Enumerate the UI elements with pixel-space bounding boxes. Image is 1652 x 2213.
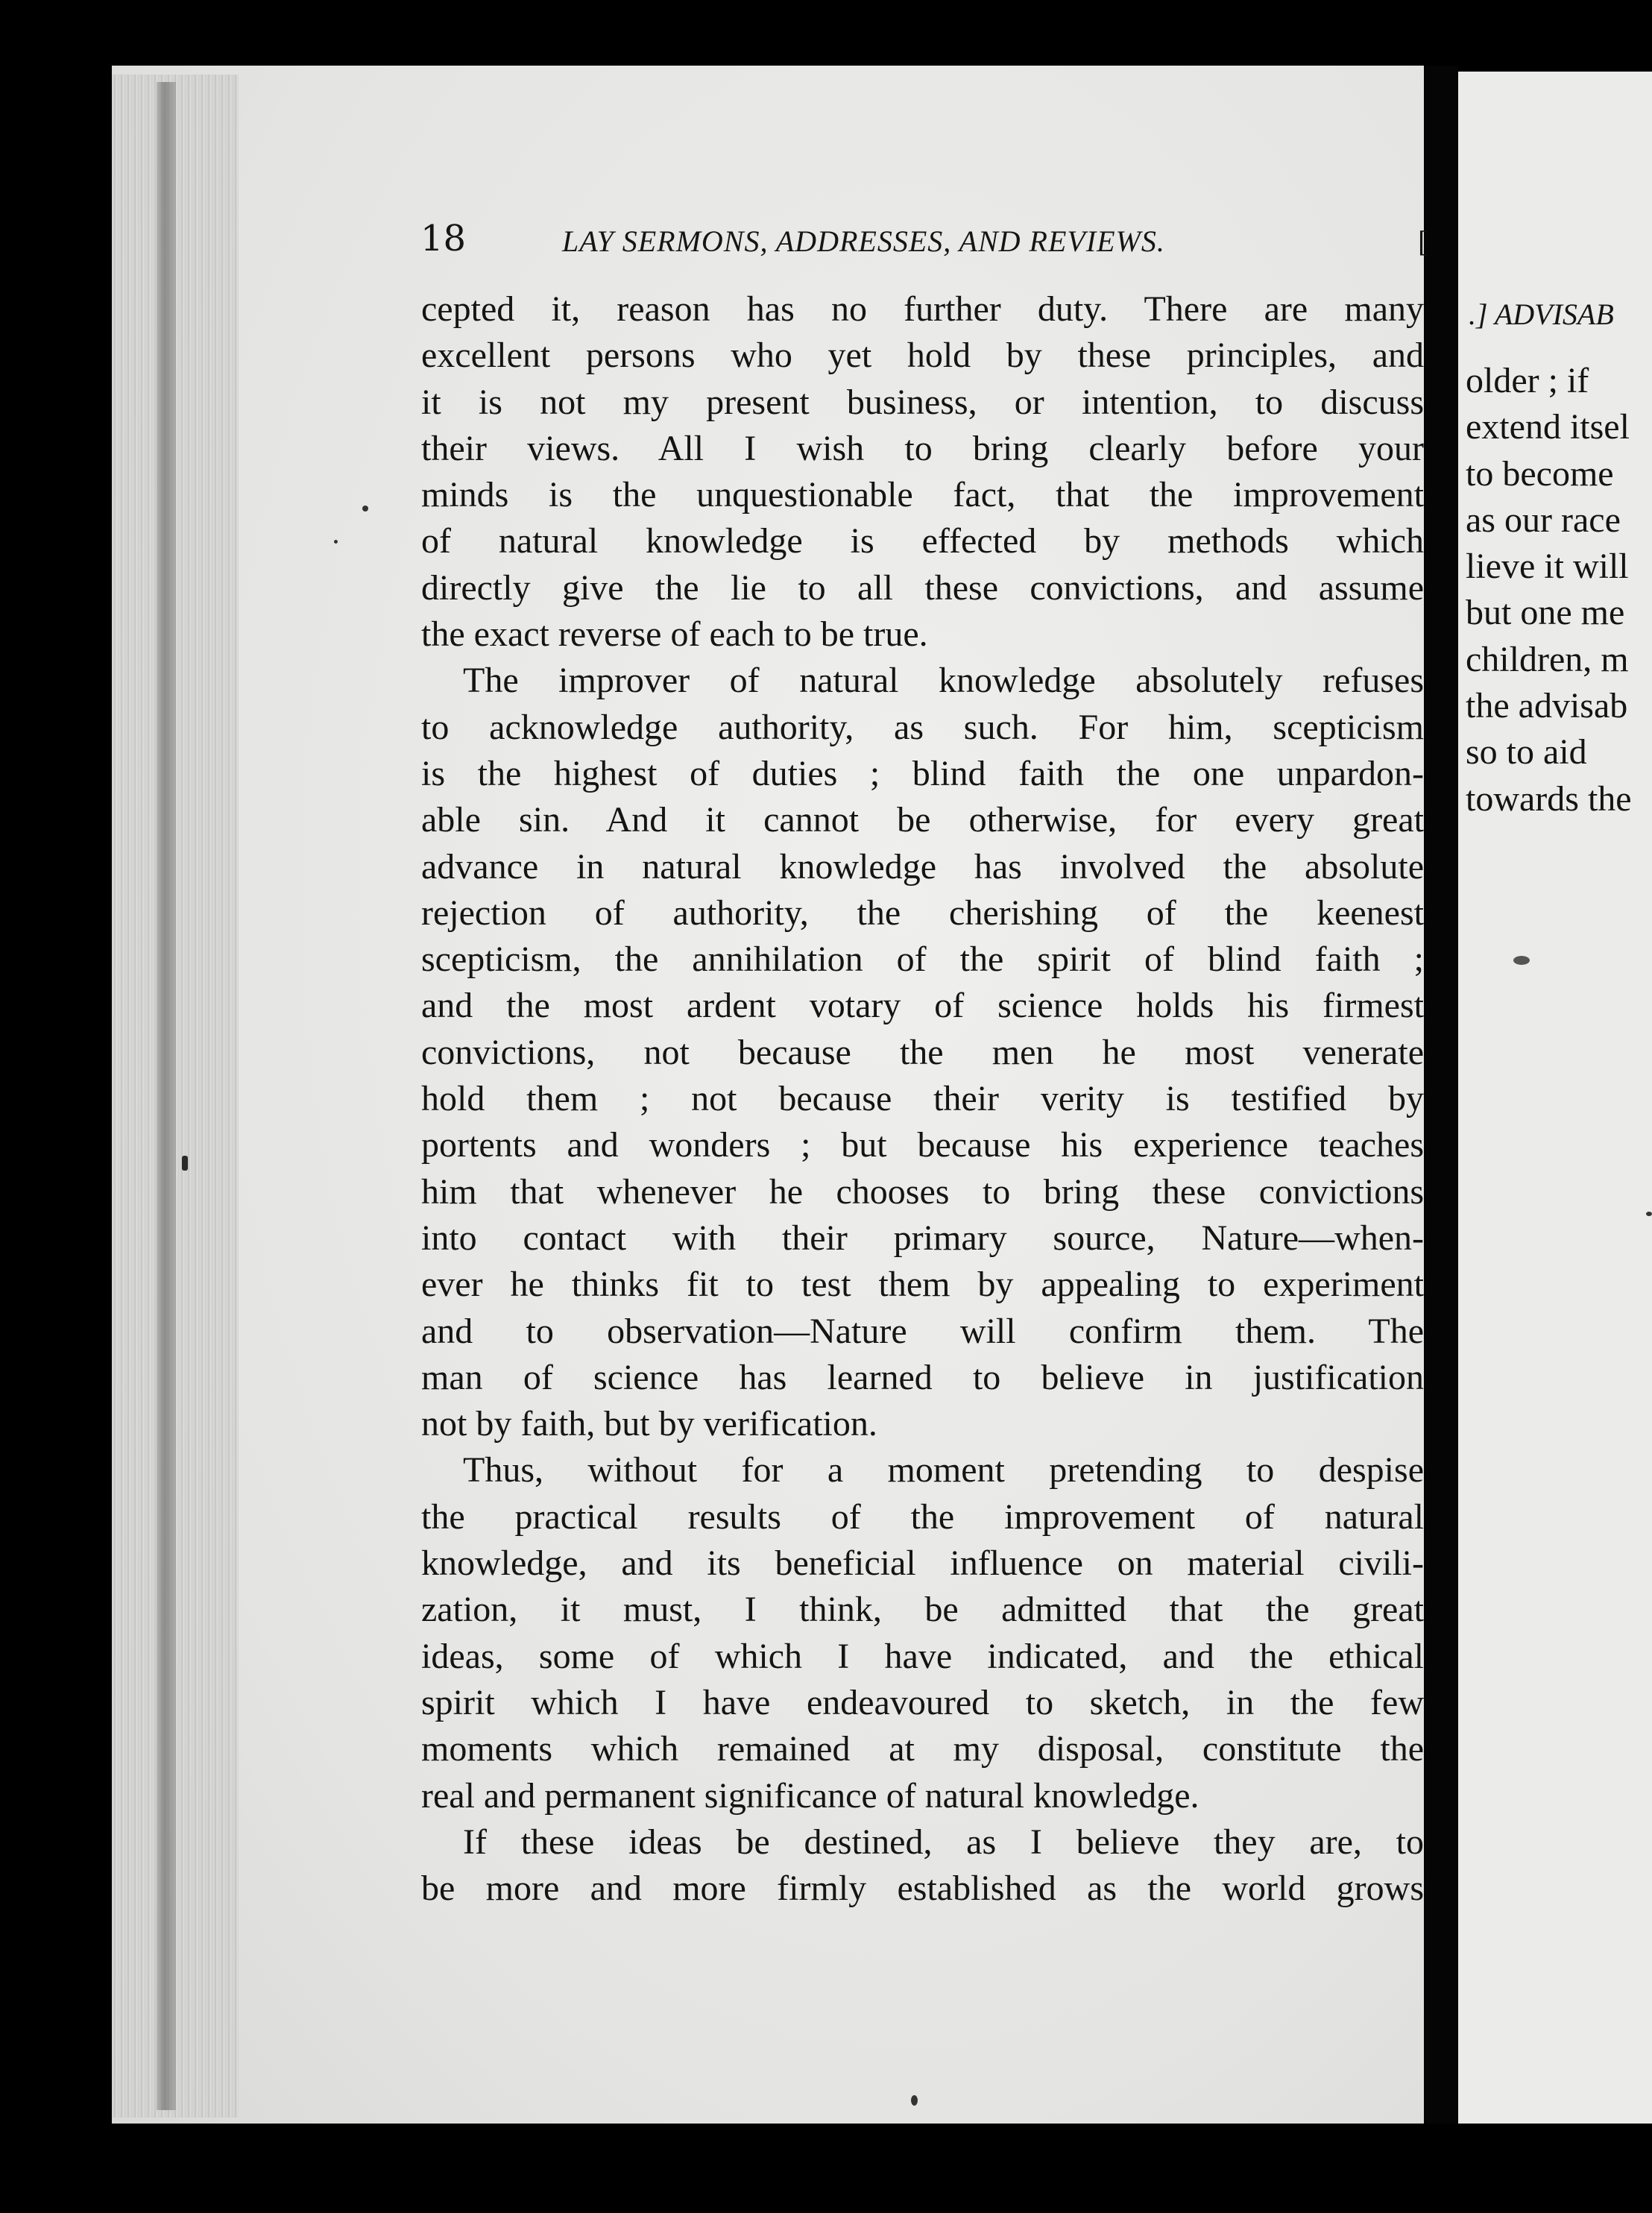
- text-line: and to observation—Nature will confirm them. The: [421, 1311, 1424, 1351]
- right-text-line: the advisab: [1466, 686, 1628, 726]
- right-text-line: extend itsel: [1466, 407, 1630, 447]
- right-text-line: lieve it will: [1466, 547, 1629, 587]
- text-line: man of science has learned to believe in justification: [421, 1357, 1424, 1397]
- right-text-line: to become: [1466, 453, 1614, 494]
- text-line: be more and more firmly established as the world grows: [421, 1869, 1424, 1909]
- text-line: not by faith, but by verification.: [421, 1404, 877, 1444]
- text-line: spirit which I have endeavoured to sketch, in the few: [421, 1682, 1424, 1722]
- text-line: the exact reverse of each to be true.: [421, 614, 928, 655]
- scan-speck: [1646, 1212, 1652, 1216]
- text-line: real and permanent significance of natural knowledge.: [421, 1775, 1199, 1816]
- right-text-line: so to aid: [1466, 732, 1587, 772]
- text-line: the practical results of the improvement of natural: [421, 1496, 1424, 1537]
- text-line: zation, it must, I think, be admitted that the great: [421, 1590, 1424, 1630]
- right-page-text: [1466, 358, 1652, 822]
- text-line: convictions, not because the men he most venerate: [421, 1032, 1424, 1072]
- scan-speck: [182, 1156, 188, 1171]
- text-line: portents and wonders ; but because his experience teaches: [421, 1125, 1424, 1165]
- right-text-line: but one me: [1466, 593, 1625, 633]
- text-line: The improver of natural knowledge absolutely refuses: [463, 661, 1424, 701]
- text-line: into contact with their primary source, Nature—when-: [421, 1218, 1424, 1258]
- right-text-line: towards the: [1466, 778, 1632, 819]
- scan-speck: [1513, 956, 1530, 965]
- page-number: 18: [420, 218, 467, 259]
- text-line: excellent persons who yet hold by these principles, and: [421, 336, 1424, 376]
- text-line: able sin. And it cannot be otherwise, for every great: [421, 800, 1424, 840]
- text-line: advance in natural knowledge has involved the absolute: [421, 846, 1424, 887]
- text-line: If these ideas be destined, as I believe they are, to: [463, 1822, 1424, 1862]
- right-page: [1458, 72, 1652, 2124]
- right-text-line: older ; if: [1466, 361, 1589, 400]
- text-line: it is not my present business, or intention, to discuss: [421, 382, 1424, 422]
- text-line: cepted it, reason has no further duty. There are many: [421, 289, 1424, 329]
- book-gutter: [1424, 66, 1458, 2124]
- page-stack-shadow: [157, 82, 176, 2110]
- text-line: scepticism, the annihilation of the spirit of blind faith ;: [421, 939, 1424, 980]
- right-running-title: .] ADVISAB: [1469, 298, 1614, 331]
- text-line: him that whenever he chooses to bring these convictions: [421, 1171, 1424, 1212]
- running-title: LAY SERMONS, ADDRESSES, AND REVIEWS.: [562, 224, 1165, 258]
- scan-speck: [334, 540, 338, 544]
- text-line: ever he thinks fit to test them by appealing to experiment: [421, 1265, 1424, 1305]
- right-text-line: children, m: [1466, 639, 1629, 679]
- header-bracket: [: [1418, 224, 1428, 258]
- page-body-text: [421, 286, 1424, 1912]
- text-line: moments which remained at my disposal, constitute the: [421, 1729, 1424, 1769]
- text-line: hold them ; not because their verity is testified by: [421, 1079, 1424, 1119]
- text-line: Thus, without for a moment pretending to despise: [463, 1450, 1424, 1490]
- text-line: ideas, some of which I have indicated, and the ethical: [421, 1636, 1424, 1676]
- right-text-line: as our race: [1466, 500, 1621, 540]
- text-line: directly give the lie to all these convictions, and assume: [421, 567, 1424, 608]
- text-line: their views. All I wish to bring clearly before your: [421, 428, 1424, 468]
- scan-speck: [911, 2095, 918, 2106]
- text-line: to acknowledge authority, as such. For him, scepticism: [421, 707, 1424, 747]
- text-line: of natural knowledge is effected by methods which: [421, 521, 1424, 561]
- text-line: minds is the unquestionable fact, that the improvement: [421, 475, 1424, 515]
- scan-speck: [362, 506, 368, 511]
- text-line: and the most ardent votary of science holds his firmest: [421, 986, 1424, 1026]
- text-line: rejection of authority, the cherishing of the keenest: [421, 893, 1424, 933]
- text-line: is the highest of duties ; blind faith the one unpardon-: [421, 753, 1424, 793]
- text-line: knowledge, and its beneficial influence on material civili-: [421, 1543, 1424, 1584]
- page-header: [307, 216, 1428, 276]
